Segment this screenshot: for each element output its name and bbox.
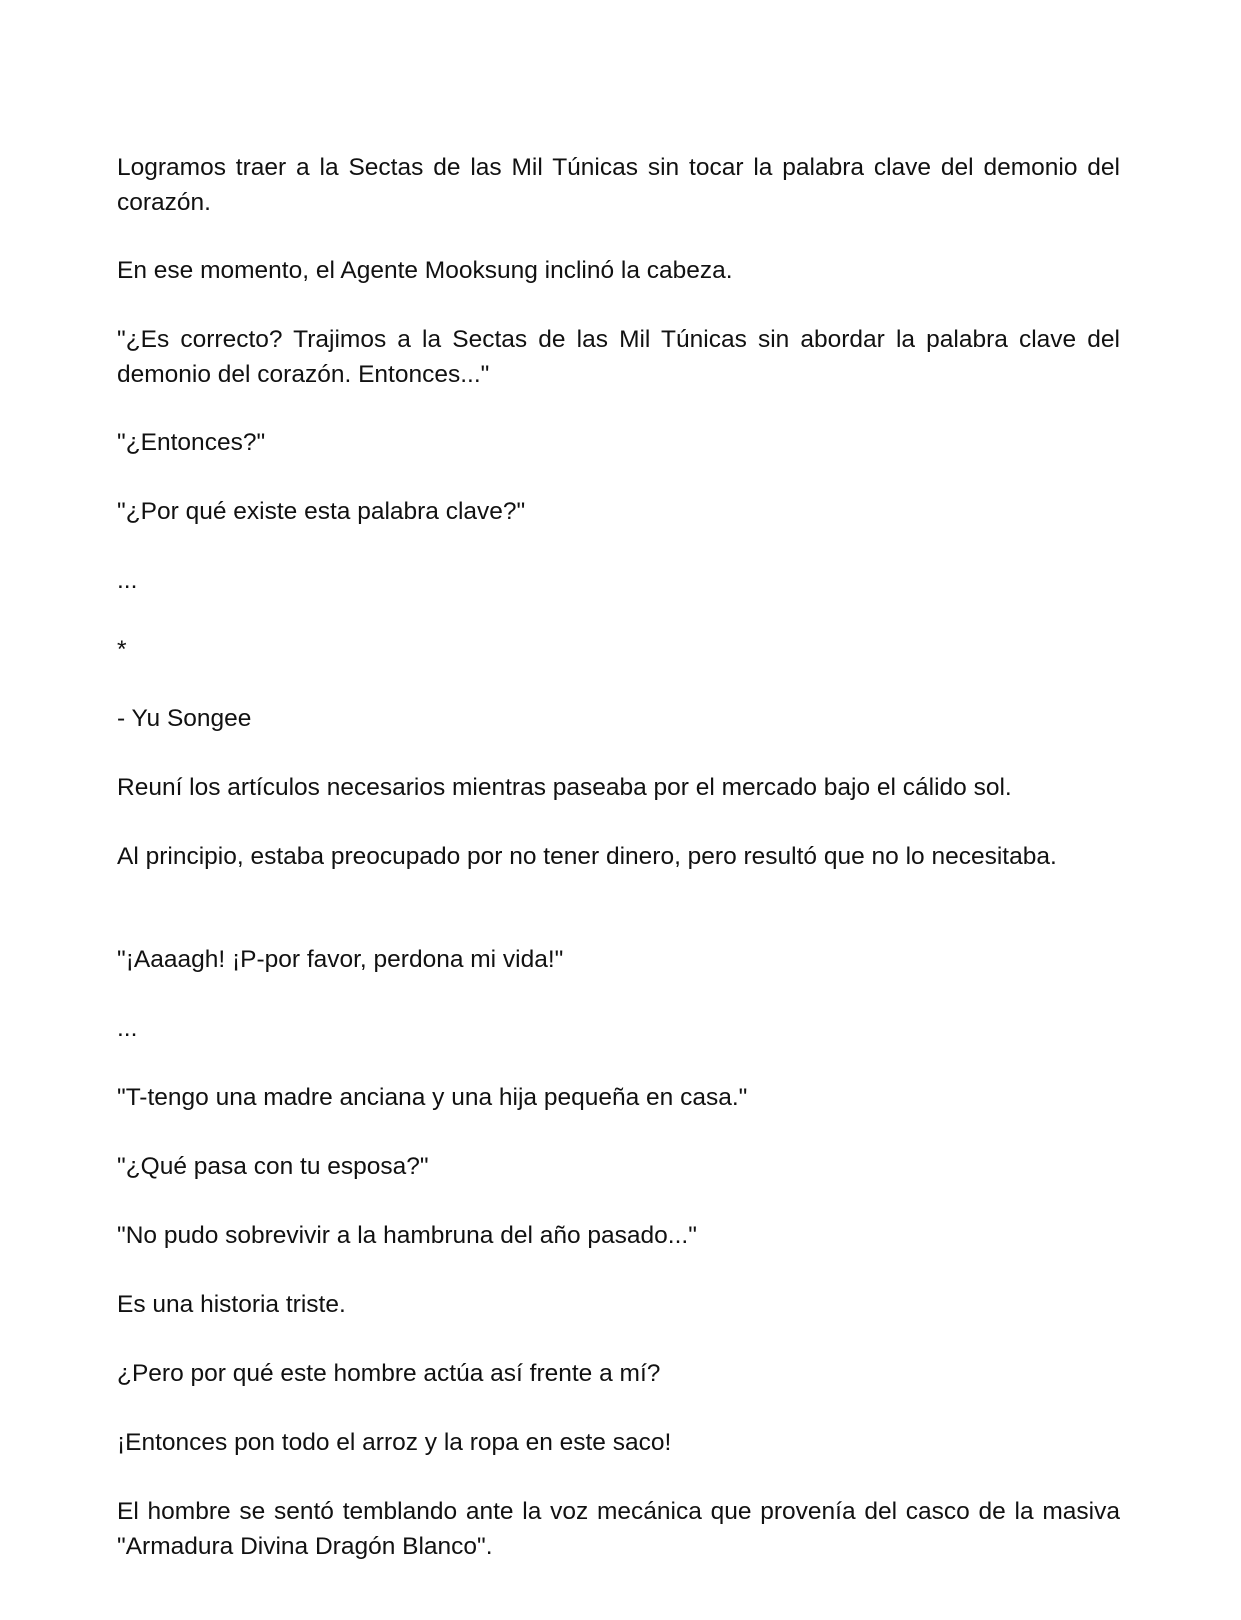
pov-heading: - Yu Songee (117, 705, 252, 732)
paragraph: En ese momento, el Agente Mooksung inclinó la cabeza. (117, 257, 733, 284)
paragraph: Es una historia triste. (117, 1291, 346, 1318)
paragraph: Logramos traer a la Sectas de las Mil Túnicas sin tocar la palabra clave del demonio del corazón. (117, 154, 1120, 216)
paragraph: "¿Qué pasa con tu esposa?" (117, 1153, 429, 1180)
paragraph: "T-tengo una madre anciana y una hija pequeña en casa." (117, 1084, 748, 1111)
paragraph: "¡Aaaagh! ¡P-por favor, perdona mi vida!" (117, 946, 564, 973)
ellipsis-line: ... (117, 1015, 138, 1042)
ellipsis-line: ... (117, 567, 138, 594)
paragraph: ¡Entonces pon todo el arroz y la ropa en este saco! (117, 1429, 672, 1456)
paragraph: "¿Es correcto? Trajimos a la Sectas de las Mil Túnicas sin abordar la palabra clave del demonio del corazón. Entonces..." (117, 326, 1120, 388)
paragraph: Al principio, estaba preocupado por no tener dinero, pero resultó que no lo necesitaba. (117, 843, 1057, 870)
paragraph: "No pudo sobrevivir a la hambruna del año pasado..." (117, 1222, 697, 1249)
paragraph: "¿Entonces?" (117, 429, 266, 456)
paragraph: El hombre se sentó temblando ante la voz mecánica que provenía del casco de la masiva "Armadura Divina Dragón Blanco". (117, 1498, 1120, 1560)
paragraph: Reuní los artículos necesarios mientras paseaba por el mercado bajo el cálido sol. (117, 774, 1012, 801)
scene-break: * (117, 636, 127, 663)
paragraph: ¿Pero por qué este hombre actúa así frente a mí? (117, 1360, 661, 1387)
paragraph: "¿Por qué existe esta palabra clave?" (117, 498, 526, 525)
